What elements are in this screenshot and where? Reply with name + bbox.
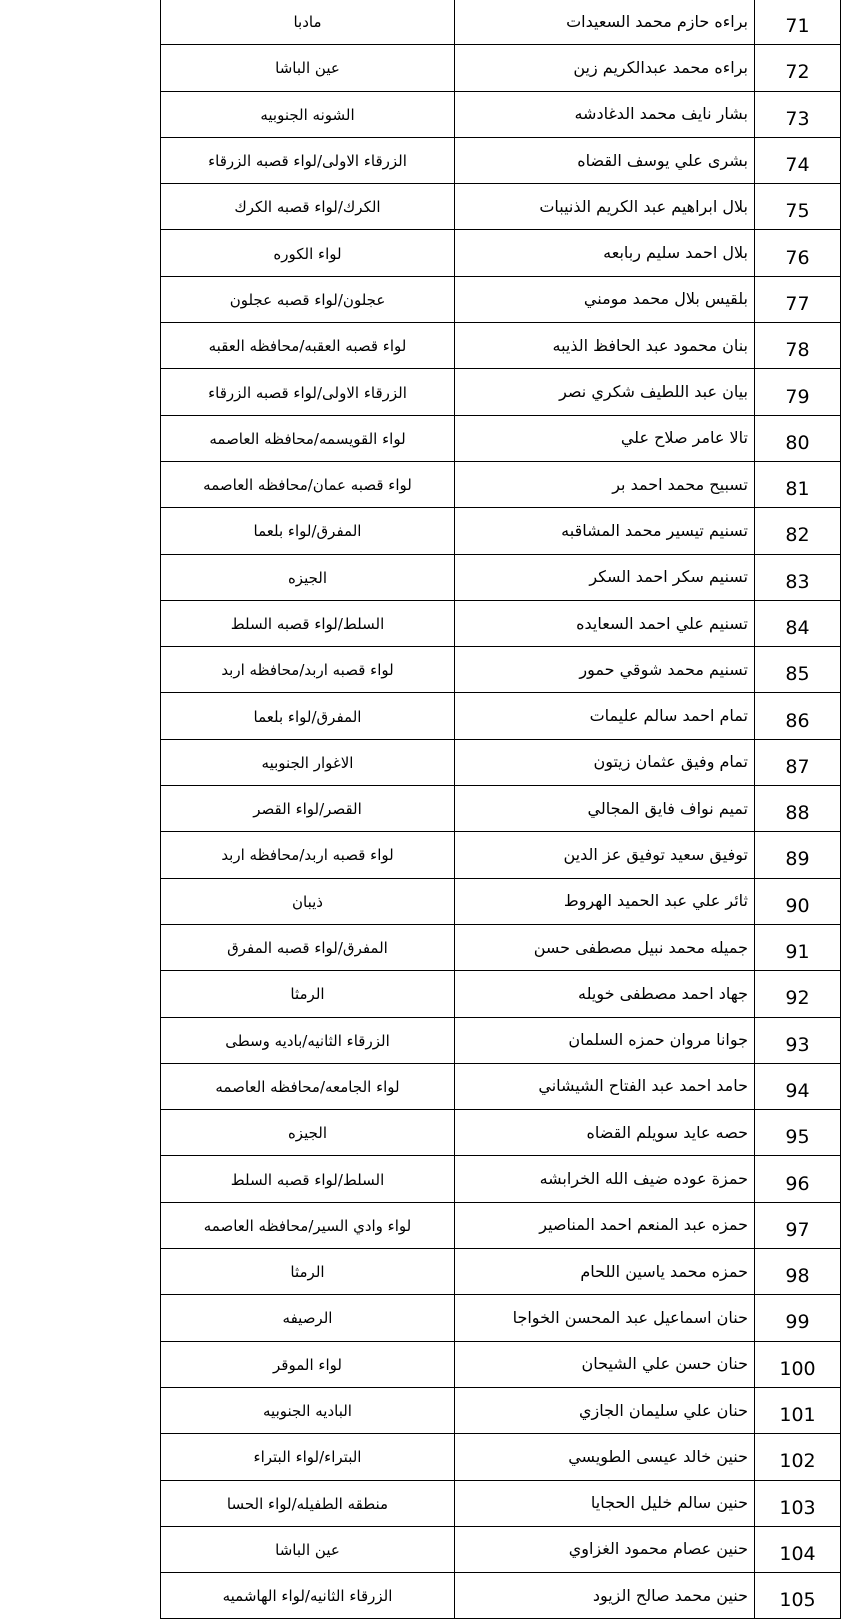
table-row: [161, 1202, 841, 1248]
table-row: [161, 554, 841, 600]
place-cell: الزرقاء الاولى/لواء قصبه الزرقاء: [161, 137, 455, 183]
number-cell: 105: [755, 1573, 841, 1619]
place-cell: لواء قصبه اربد/محافظه اربد: [161, 647, 455, 693]
table-row: [161, 230, 841, 276]
name-cell: تمام وفيق عثمان زيتون: [455, 739, 755, 785]
table-row: [161, 739, 841, 785]
name-cell: تمام احمد سالم عليمات: [455, 693, 755, 739]
place-cell: المفرق/لواء بلعما: [161, 508, 455, 554]
table-row: [161, 1387, 841, 1433]
place-cell: عين الباشا: [161, 1526, 455, 1572]
place-cell: الكرك/لواء قصبه الكرك: [161, 184, 455, 230]
place-cell: الرصيفه: [161, 1295, 455, 1341]
table-row: [161, 137, 841, 183]
name-cell: بشار نايف محمد الدغادشه: [455, 91, 755, 137]
name-cell: جهاد احمد مصطفى خويله: [455, 971, 755, 1017]
place-cell: البتراء/لواء البتراء: [161, 1434, 455, 1480]
number-cell: 93: [755, 1017, 841, 1063]
place-cell: السلط/لواء قصبه السلط: [161, 600, 455, 646]
name-cell: براءه حازم محمد السعيدات: [455, 0, 755, 45]
place-cell: المفرق/لواء قصبه المفرق: [161, 924, 455, 970]
number-cell: 91: [755, 924, 841, 970]
table-row: [161, 647, 841, 693]
name-cell: بلقيس بلال محمد مومني: [455, 276, 755, 322]
name-cell: حمزة عوده ضيف الله الخرابشه: [455, 1156, 755, 1202]
name-cell: حصه عايد سويلم القضاه: [455, 1110, 755, 1156]
table-row: [161, 924, 841, 970]
name-cell: حنان حسن علي الشيحان: [455, 1341, 755, 1387]
table-row: [161, 600, 841, 646]
place-cell: الاغوار الجنوبيه: [161, 739, 455, 785]
table-row: [161, 276, 841, 322]
number-cell: 71: [755, 0, 841, 45]
place-cell: منطقه الطفيله/لواء الحسا: [161, 1480, 455, 1526]
place-cell: لواء قصبه عمان/محافظه العاصمه: [161, 461, 455, 507]
name-cell: جوانا مروان حمزه السلمان: [455, 1017, 755, 1063]
name-cell: تسنيم علي احمد السعايده: [455, 600, 755, 646]
name-cell: حنين خالد عيسى الطويسي: [455, 1434, 755, 1480]
table-row: [161, 1480, 841, 1526]
table-row: [161, 693, 841, 739]
number-cell: 84: [755, 600, 841, 646]
number-cell: 101: [755, 1387, 841, 1433]
table-row: [161, 323, 841, 369]
number-cell: 100: [755, 1341, 841, 1387]
place-cell: السلط/لواء قصبه السلط: [161, 1156, 455, 1202]
name-cell: حمزه عبد المنعم احمد المناصير: [455, 1202, 755, 1248]
place-cell: لواء الجامعه/محافظه العاصمه: [161, 1063, 455, 1109]
number-cell: 90: [755, 878, 841, 924]
place-cell: عجلون/لواء قصبه عجلون: [161, 276, 455, 322]
name-cell: حنين محمد صالح الزيود: [455, 1573, 755, 1619]
name-cell: بنان محمود عبد الحافظ الذيبه: [455, 323, 755, 369]
names-table: [160, 0, 841, 1619]
name-cell: حامد احمد عبد الفتاح الشيشاني: [455, 1063, 755, 1109]
place-cell: مادبا: [161, 0, 455, 45]
number-cell: 74: [755, 137, 841, 183]
place-cell: لواء القويسمه/محافظه العاصمه: [161, 415, 455, 461]
table-row: [161, 0, 841, 45]
number-cell: 79: [755, 369, 841, 415]
place-cell: الرمثا: [161, 971, 455, 1017]
name-cell: حنان علي سليمان الجازي: [455, 1387, 755, 1433]
place-cell: لواء وادي السير/محافظه العاصمه: [161, 1202, 455, 1248]
place-cell: الرمثا: [161, 1249, 455, 1295]
number-cell: 78: [755, 323, 841, 369]
number-cell: 102: [755, 1434, 841, 1480]
number-cell: 99: [755, 1295, 841, 1341]
table-row: [161, 1526, 841, 1572]
place-cell: الزرقاء الاولى/لواء قصبه الزرقاء: [161, 369, 455, 415]
number-cell: 73: [755, 91, 841, 137]
place-cell: الجيزه: [161, 1110, 455, 1156]
table-row: [161, 1573, 841, 1619]
number-cell: 88: [755, 786, 841, 832]
place-cell: القصر/لواء القصر: [161, 786, 455, 832]
name-cell: بيان عبد اللطيف شكري نصر: [455, 369, 755, 415]
table-row: [161, 184, 841, 230]
number-cell: 85: [755, 647, 841, 693]
number-cell: 98: [755, 1249, 841, 1295]
name-cell: تسنيم تيسير محمد المشاقبه: [455, 508, 755, 554]
place-cell: ذيبان: [161, 878, 455, 924]
place-cell: الجيزه: [161, 554, 455, 600]
number-cell: 81: [755, 461, 841, 507]
name-cell: بلال ابراهيم عبد الكريم الذنيبات: [455, 184, 755, 230]
name-cell: تسنيم سكر احمد السكر: [455, 554, 755, 600]
table-row: [161, 971, 841, 1017]
number-cell: 72: [755, 45, 841, 91]
number-cell: 95: [755, 1110, 841, 1156]
number-cell: 92: [755, 971, 841, 1017]
number-cell: 76: [755, 230, 841, 276]
number-cell: 86: [755, 693, 841, 739]
name-cell: حمزه محمد ياسين اللحام: [455, 1249, 755, 1295]
table-row: [161, 1156, 841, 1202]
number-cell: 94: [755, 1063, 841, 1109]
name-cell: جميله محمد نبيل مصطفى حسن: [455, 924, 755, 970]
table-row: [161, 878, 841, 924]
number-cell: 83: [755, 554, 841, 600]
name-cell: حنان اسماعيل عبد المحسن الخواجا: [455, 1295, 755, 1341]
place-cell: الزرقاء الثانيه/لواء الهاشميه: [161, 1573, 455, 1619]
table-row: [161, 786, 841, 832]
table-row: [161, 1017, 841, 1063]
place-cell: المفرق/لواء بلعما: [161, 693, 455, 739]
number-cell: 80: [755, 415, 841, 461]
place-cell: الشونه الجنوبيه: [161, 91, 455, 137]
number-cell: 82: [755, 508, 841, 554]
table-row: [161, 508, 841, 554]
place-cell: لواء الكوره: [161, 230, 455, 276]
table-row: [161, 1110, 841, 1156]
number-cell: 77: [755, 276, 841, 322]
table-body: [161, 0, 841, 1619]
place-cell: لواء الموقر: [161, 1341, 455, 1387]
name-cell: تسنيم محمد شوقي حمور: [455, 647, 755, 693]
number-cell: 87: [755, 739, 841, 785]
number-cell: 75: [755, 184, 841, 230]
place-cell: الباديه الجنوبيه: [161, 1387, 455, 1433]
table-row: [161, 1249, 841, 1295]
number-cell: 89: [755, 832, 841, 878]
spreadsheet-table-area: [160, 0, 850, 1612]
name-cell: تميم نواف فايق المجالي: [455, 786, 755, 832]
number-cell: 97: [755, 1202, 841, 1248]
place-cell: لواء قصبه اربد/محافظه اربد: [161, 832, 455, 878]
table-row: [161, 1341, 841, 1387]
name-cell: بشرى علي يوسف القضاه: [455, 137, 755, 183]
name-cell: ثائر علي عبد الحميد الهروط: [455, 878, 755, 924]
name-cell: بلال احمد سليم ربابعه: [455, 230, 755, 276]
table-row: [161, 415, 841, 461]
table-row: [161, 45, 841, 91]
table-row: [161, 1063, 841, 1109]
table-row: [161, 1295, 841, 1341]
table-row: [161, 1434, 841, 1480]
table-row: [161, 91, 841, 137]
name-cell: تالا عامر صلاح علي: [455, 415, 755, 461]
name-cell: حنين سالم خليل الحجايا: [455, 1480, 755, 1526]
name-cell: تسبيح محمد احمد بر: [455, 461, 755, 507]
place-cell: الزرقاء الثانيه/باديه وسطى: [161, 1017, 455, 1063]
place-cell: عين الباشا: [161, 45, 455, 91]
number-cell: 103: [755, 1480, 841, 1526]
table-row: [161, 832, 841, 878]
name-cell: توفيق سعيد توفيق عز الدين: [455, 832, 755, 878]
name-cell: براءه محمد عبدالكريم زين: [455, 45, 755, 91]
name-cell: حنين عصام محمود الغزاوي: [455, 1526, 755, 1572]
table-row: [161, 369, 841, 415]
number-cell: 96: [755, 1156, 841, 1202]
place-cell: لواء قصبه العقبه/محافظه العقبه: [161, 323, 455, 369]
table-row: [161, 461, 841, 507]
sheet-right-border: [840, 0, 841, 1268]
number-cell: 104: [755, 1526, 841, 1572]
